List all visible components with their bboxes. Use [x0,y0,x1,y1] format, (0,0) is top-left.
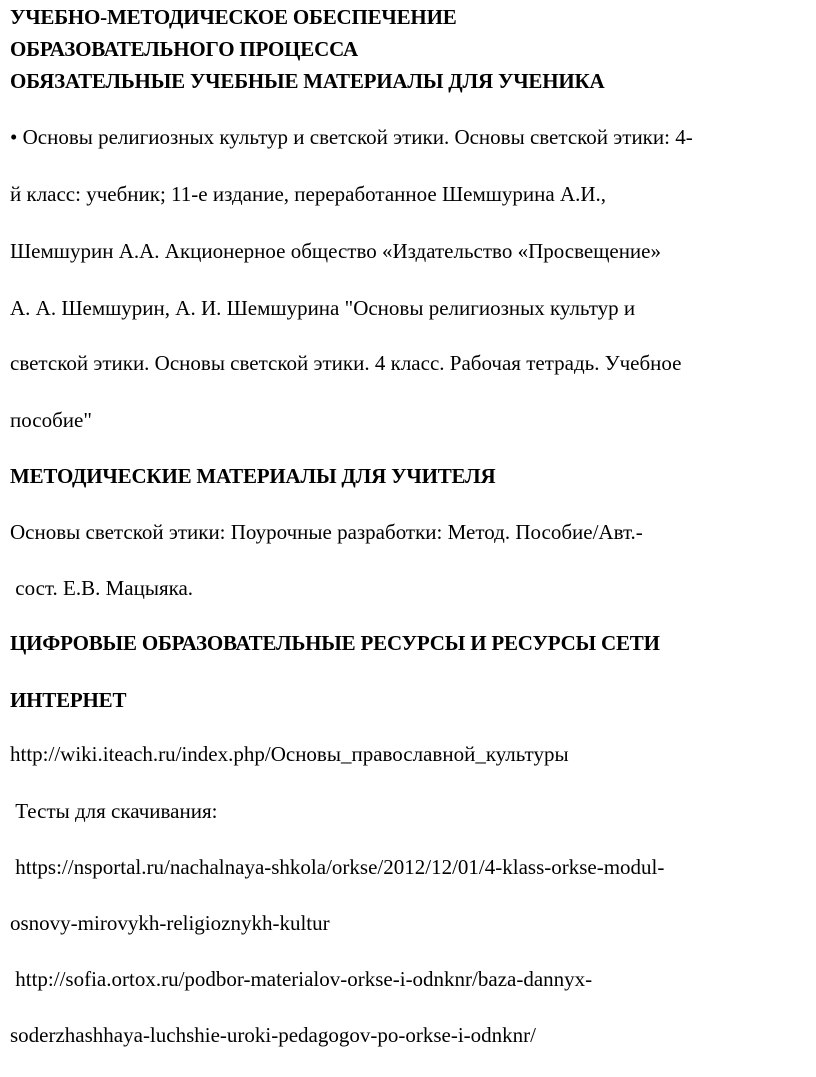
resource-link-nsportal[interactable]: https://nsportal.ru/nachalnaya-shkola/orkse/2012/12/01/4-klass-orkse-modul- [10,855,665,879]
section-heading-digital-resources-line-1: ЦИФРОВЫЕ ОБРАЗОВАТЕЛЬНЫЕ РЕСУРСЫ И РЕСУРСЫ СЕТИ [10,631,660,655]
resource-link-sofia-continued[interactable]: soderzhashhaya-luchshie-uroki-pedagogov-po-orkse-i-odnknr/ [10,1023,536,1047]
student-material-line: светской этики. Основы светской этики. 4 класс. Рабочая тетрадь. Учебное [10,351,682,375]
student-material-line: й класс: учебник; 11-е издание, переработанное Шемшурина А.И., [10,182,607,206]
resource-link-sofia[interactable]: http://sofia.ortox.ru/podbor-materialov-orkse-i-odnknr/baza-dannyx- [10,967,593,991]
teacher-material-line: Основы светской этики: Поурочные разработки: Метод. Пособие/Авт.- [10,520,643,544]
resource-link-wiki[interactable]: http://wiki.iteach.ru/index.php/Основы_православной_культуры [10,742,569,766]
section-heading-student-materials: ОБЯЗАТЕЛЬНЫЕ УЧЕБНЫЕ МАТЕРИАЛЫ ДЛЯ УЧЕНИКА [10,69,605,93]
student-material-line: • Основы религиозных культур и светской этики. Основы светской этики: 4- [10,125,693,149]
student-material-line: А. А. Шемшурин, А. И. Шемшурина "Основы религиозных культур и [10,296,636,320]
resource-link-nsportal-continued[interactable]: osnovy-mirovykh-religioznykh-kultur [10,911,330,935]
student-material-line: пособие" [10,408,92,432]
doc-title-line-2: ОБРАЗОВАТЕЛЬНОГО ПРОЦЕССА [10,37,358,61]
student-material-line: Шемшурин А.А. Акционерное общество «Издательство «Просвещение» [10,239,661,263]
tests-download-label: Тесты для скачивания: [10,799,218,823]
section-heading-digital-resources-line-2: ИНТЕРНЕТ [10,688,127,712]
teacher-material-line: сост. Е.В. Мацыяка. [10,576,194,600]
section-heading-teacher-materials: МЕТОДИЧЕСКИЕ МАТЕРИАЛЫ ДЛЯ УЧИТЕЛЯ [10,464,496,488]
doc-title-line-1: УЧЕБНО-МЕТОДИЧЕСКОЕ ОБЕСПЕЧЕНИЕ [10,5,457,29]
